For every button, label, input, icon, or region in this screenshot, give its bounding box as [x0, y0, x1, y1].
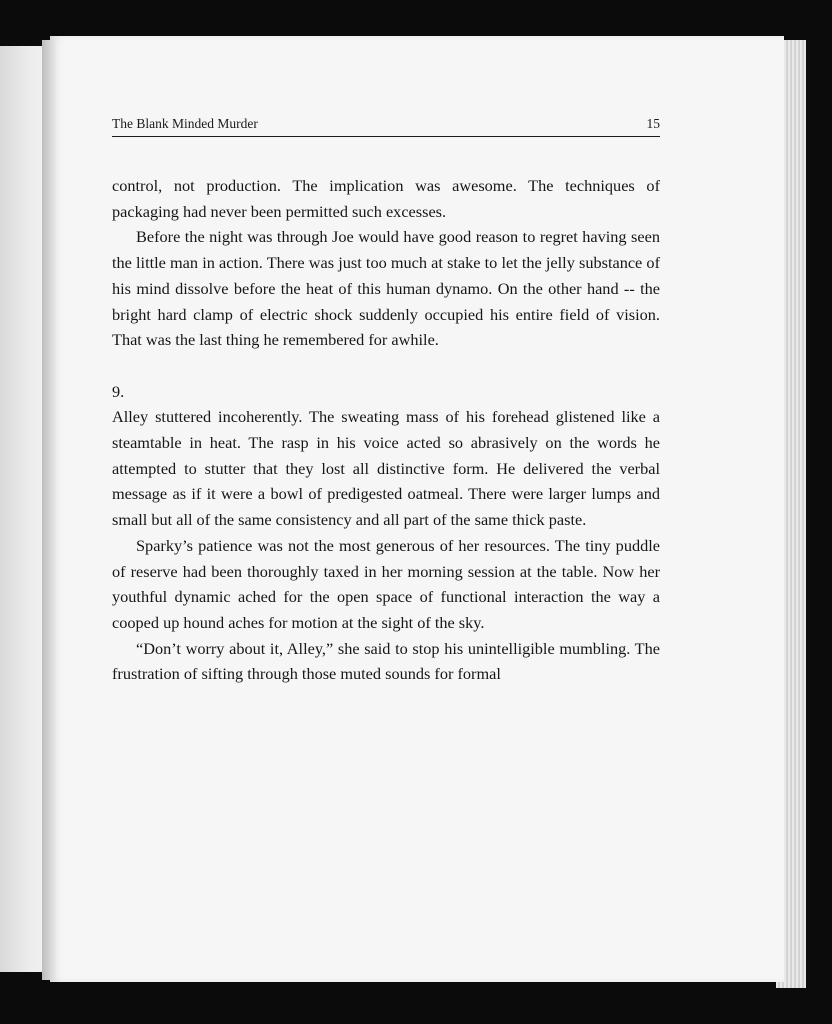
page-body [112, 173, 660, 687]
paragraph-3: Alley stuttered incoherently. The sweating mass of his forehead glistened like a steamtable in heat. The rasp in his voice acted so abrasively on the words he attempted to stutter that they lost all distinctive form. He delivered the verbal message as if it were a bowl of predigested oatmeal. There were larger lumps and small but all of the same consistency and all part of the same thick paste. [112, 407, 660, 530]
section-number: 9. [112, 381, 125, 401]
running-head [112, 114, 660, 137]
left-page-edge [0, 46, 48, 972]
paragraph-5: “Don’t worry about it, Alley,” she said to stop his unintelligible mumbling. The frustration of sifting through those muted sounds for formal [112, 638, 660, 684]
paragraph-2: Before the night was through Joe would have good reason to regret having seen the little man in action. There was just too much at stake to let the jelly substance of his mind dissolve before the heat of this human dynamo. On the other hand -- the bright hard clamp of electric shock suddenly occupied his entire field of vision. That was the last thing he remembered for awhile. [112, 227, 660, 350]
paragraph-1: control, not production. The implication was awesome. The techniques of packaging had never been permitted such excesses. [112, 176, 660, 221]
paragraph-4: Sparky’s patience was not the most generous of her resources. The tiny puddle of reserve had been thoroughly taxed in her morning session at the table. Now her youthful dynamic ached for the open space of functional interaction the way a cooped up hound aches for motion at the sight of the sky. [112, 535, 660, 632]
book-gutter [42, 40, 56, 980]
book-title: The Blank Minded Murder [112, 116, 258, 131]
page-number: 15 [646, 116, 660, 131]
